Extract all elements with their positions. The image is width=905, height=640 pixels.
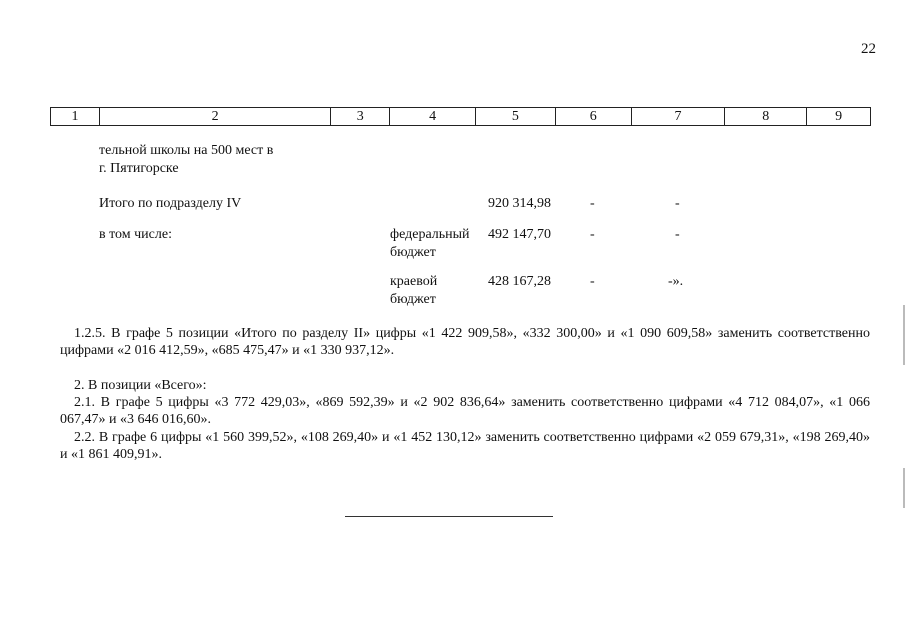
- closing-rule: [345, 516, 553, 517]
- total-row-label: Итого по подразделу IV: [99, 196, 242, 211]
- table-header-row: [50, 107, 871, 126]
- total-row-col7: -: [675, 196, 680, 211]
- table-header-cell: 8: [725, 108, 807, 125]
- reg-row-col7: -».: [668, 274, 684, 289]
- paragraph-2-2: 2.2. В графе 6 цифры «1 560 399,52», «108 269,40» и «1 452 130,12» заменить соответственно цифрами «2 059 679,31», «198 269,40» и «1 861 409,91».: [60, 430, 870, 462]
- table-header-cell: 6: [556, 108, 632, 125]
- fed-row-col5: 492 147,70: [488, 227, 551, 242]
- table-header-cell: 4: [390, 108, 476, 125]
- object-name-line2: г. Пятигорске: [99, 161, 179, 176]
- table-header-cell: 7: [632, 108, 726, 125]
- table-header-cell: 9: [835, 109, 843, 124]
- fed-source-line1: федеральный: [390, 227, 470, 242]
- reg-source-line2: бюджет: [390, 292, 436, 307]
- page-number: 22: [861, 41, 876, 57]
- reg-source-line1: краевой: [390, 274, 438, 289]
- table-header-cell: 1: [51, 108, 100, 125]
- total-row-col5: 920 314,98: [488, 196, 551, 211]
- reg-row-col5: 428 167,28: [488, 274, 551, 289]
- paragraph-2-1: 2.1. В графе 5 цифры «3 772 429,03», «869 592,39» и «2 902 836,64» заменить соответственно цифрами «4 712 084,07», «1 066 067,47» и «3 646 016,60».: [60, 395, 870, 427]
- object-name-line1: тельной школы на 500 мест в: [99, 143, 274, 158]
- table-header-cell: 2: [100, 108, 331, 125]
- fed-row-col7: -: [675, 227, 680, 242]
- total-row-col6: -: [590, 196, 595, 211]
- reg-row-col6: -: [590, 274, 595, 289]
- fed-source-line2: бюджет: [390, 245, 436, 260]
- paragraph-1-2-5: 1.2.5. В графе 5 позиции «Итого по разделу II» цифры «1 422 909,58», «332 300,00» и «1 090 609,58» заменить соответственно цифрами «2 016 412,59», «685 475,47» и «1 330 937,12».: [60, 326, 870, 358]
- table-header-cell: 3: [331, 108, 390, 125]
- table-header-cell: 5: [476, 108, 556, 125]
- fed-row-col6: -: [590, 227, 595, 242]
- including-label: в том числе:: [99, 227, 172, 242]
- paragraph-2: 2. В позиции «Всего»:: [74, 378, 207, 393]
